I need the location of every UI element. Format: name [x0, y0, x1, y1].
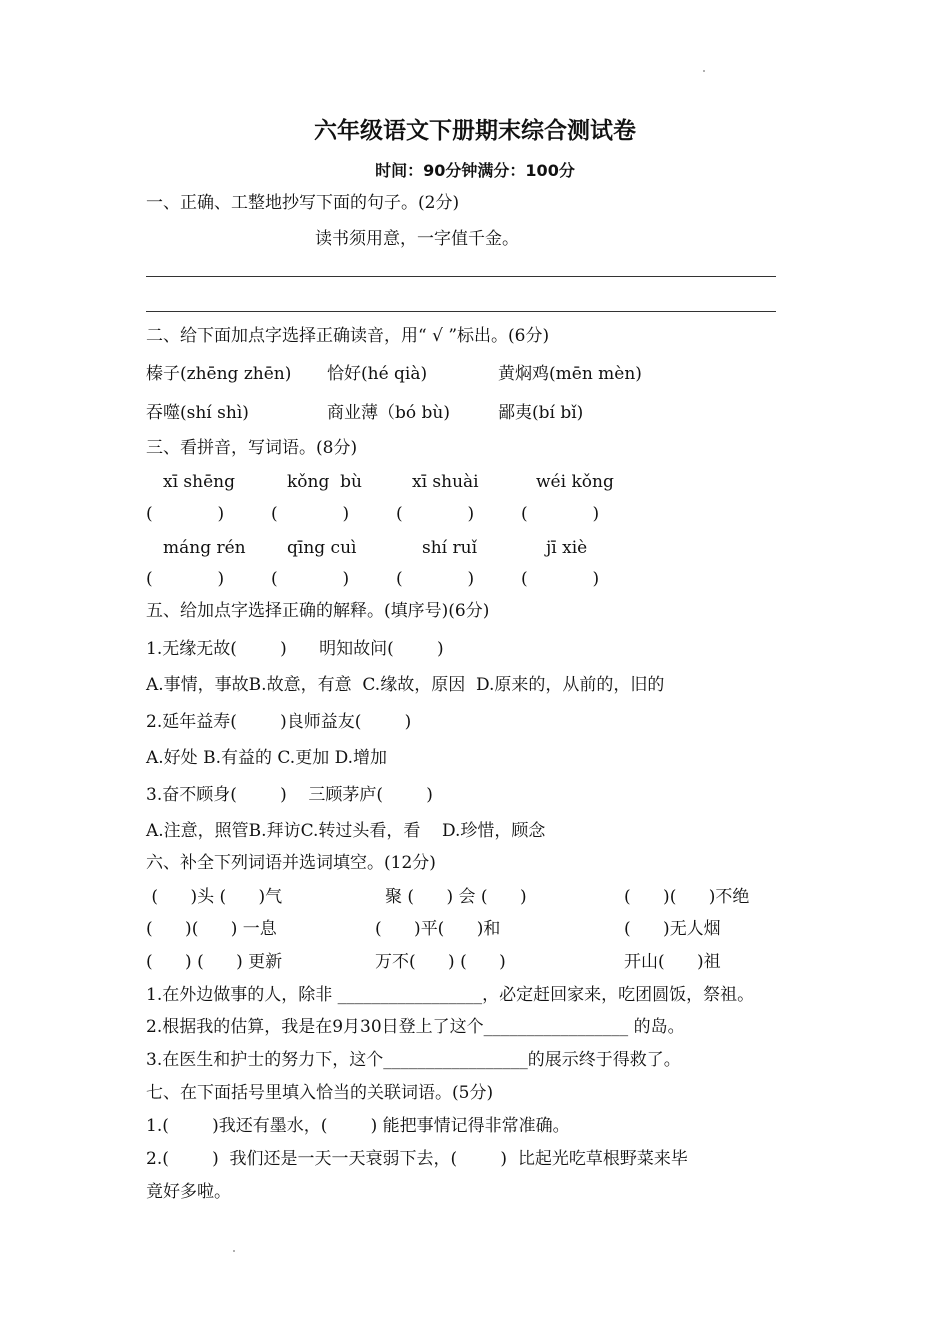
- q2-item: 商业薄（bó bù): [327, 403, 450, 423]
- pinyin-item: máng rén: [163, 538, 246, 558]
- q6-sentence: 1.在外边做事的人，除非 _________________，必定赶回家来，吃团圆饭，祭祖。: [146, 985, 755, 1005]
- writing-line-2[interactable]: [146, 311, 776, 312]
- exam-time-score: 时间：90分钟满分：100分: [375, 161, 575, 180]
- answer-box[interactable]: ( ): [521, 569, 600, 589]
- answer-box[interactable]: ( ): [146, 569, 225, 589]
- q7-line: 竟好多啦。: [146, 1182, 231, 1202]
- q2-item: 黄焖鸡(mēn mèn): [498, 364, 642, 384]
- writing-line-1[interactable]: [146, 276, 776, 277]
- q6-word: 开山( )祖: [624, 952, 721, 972]
- q7-heading: 七、在下面括号里填入恰当的关联词语。(5分): [146, 1083, 494, 1103]
- q6-sentence: 2.根据我的估算，我是在9月30日登上了这个_________________ 的岛。: [146, 1017, 685, 1037]
- q2-item: 恰好(hé qià): [327, 364, 428, 384]
- q3-heading: 三、看拼音，写词语。(8分): [146, 438, 358, 458]
- q5-line: 1.无缘无故( ) 明知故问( ): [146, 639, 444, 659]
- scan-speck: [233, 1250, 235, 1252]
- q5-line: A.注意，照管B.拜访C.转过头看，看 D.珍惜，顾念: [146, 821, 546, 841]
- q6-word: ( )无人烟: [624, 919, 721, 939]
- q6-word: ( )( )不绝: [624, 887, 750, 907]
- q6-heading: 六、补全下列词语并选词填空。(12分): [146, 853, 436, 873]
- q7-line: 2.( ) 我们还是一天一天衰弱下去，( ) 比起光吃草根野菜来毕: [146, 1149, 688, 1169]
- answer-box[interactable]: ( ): [146, 504, 225, 524]
- pinyin-item: xī shuài: [412, 472, 479, 492]
- pinyin-item: qīng cuì: [287, 538, 357, 558]
- pinyin-item: shí ruǐ: [422, 538, 478, 558]
- answer-box[interactable]: ( ): [396, 504, 475, 524]
- pinyin-item: xī shēng: [163, 472, 235, 492]
- scan-speck: [703, 70, 705, 72]
- q5-line: 2.延年益寿( )良师益友( ): [146, 712, 412, 732]
- q5-line: A.好处 B.有益的 C.更加 D.增加: [146, 748, 388, 768]
- q2-heading: 二、给下面加点字选择正确读音，用“ √ ”标出。(6分): [146, 326, 550, 346]
- pinyin-item: jī xiè: [546, 538, 588, 558]
- q2-item: 鄙夷(bí bǐ): [498, 403, 584, 423]
- q6-word: ( )平( )和: [375, 919, 501, 939]
- q2-item: 吞噬(shí shì): [146, 403, 249, 423]
- q1-heading: 一、正确、工整地抄写下面的句子。(2分): [146, 193, 460, 213]
- q5-line: A.事情，事故B.故意，有意 C.缘故，原因 D.原来的，从前的，旧的: [146, 675, 665, 695]
- pinyin-item: wéi kǒng: [536, 472, 614, 492]
- q5-heading: 五、给加点字选择正确的解释。(填序号)(6分): [146, 601, 490, 621]
- q6-word: 万不( ) ( ): [375, 952, 506, 972]
- pinyin-item: kǒng bù: [287, 472, 363, 492]
- q6-word: 聚 ( ) 会 ( ): [385, 887, 527, 907]
- q2-item: 榛子(zhēng zhēn): [146, 364, 292, 384]
- q5-line: 3.奋不顾身( ) 三顾茅庐( ): [146, 785, 433, 805]
- answer-box[interactable]: ( ): [271, 569, 350, 589]
- q6-sentence: 3.在医生和护士的努力下，这个_________________的展示终于得救了。: [146, 1050, 681, 1070]
- q6-word: ( ) ( ) 更新: [146, 952, 283, 972]
- page-title: 六年级语文下册期末综合测试卷: [314, 118, 636, 144]
- answer-box[interactable]: ( ): [521, 504, 600, 524]
- answer-box[interactable]: ( ): [271, 504, 350, 524]
- answer-box[interactable]: ( ): [396, 569, 475, 589]
- q1-sentence: 读书须用意，一字值千金。: [315, 229, 519, 249]
- q6-word: ( )( ) 一息: [146, 919, 277, 939]
- q6-word: ( )头 ( )气: [146, 887, 283, 907]
- q7-line: 1.( )我还有墨水，( ) 能把事情记得非常准确。: [146, 1116, 570, 1136]
